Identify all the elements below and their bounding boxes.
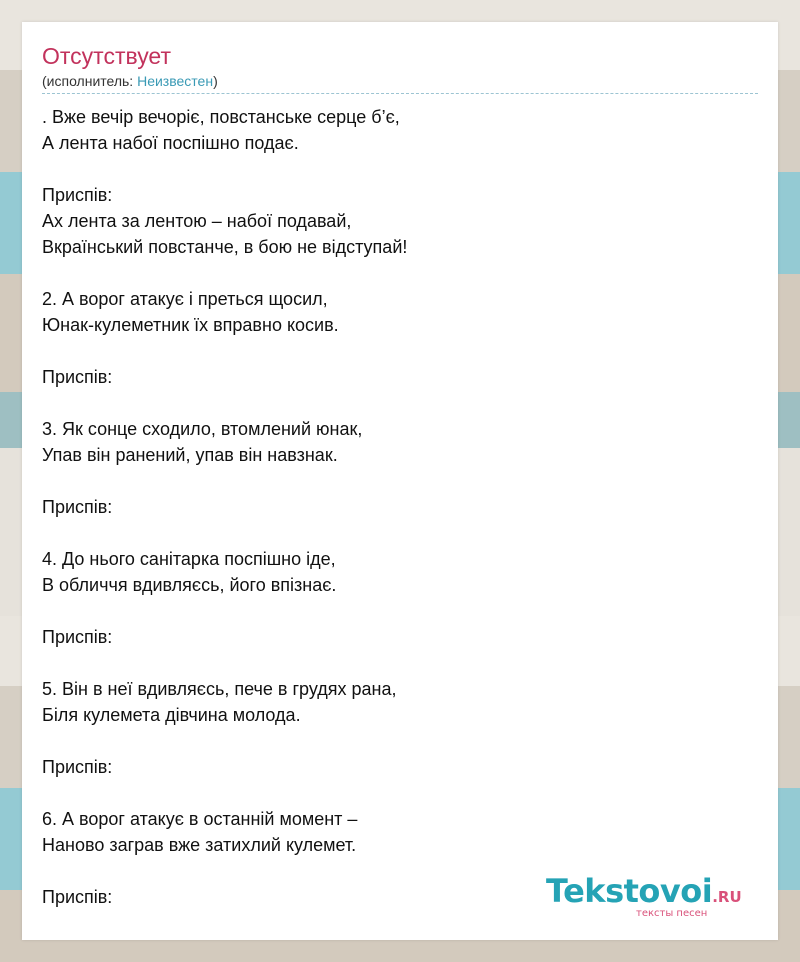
lyric-line: Ах лента за лентою – набої подавай, (42, 211, 352, 231)
lyric-line (42, 520, 758, 546)
song-title: Отсутствует (42, 43, 171, 69)
lyrics-text (42, 104, 758, 910)
lyric-line: Приспів: (42, 627, 113, 647)
site-logo[interactable] (546, 872, 742, 919)
lyric-line: 6. А ворог атакує в останній момент – (42, 809, 358, 829)
lyric-line: В обличчя вдивляєсь, його впізнає. (42, 575, 337, 595)
lyric-line: 3. Як сонце сходило, втомлений юнак, (42, 419, 363, 439)
lyric-line (42, 780, 758, 806)
lyric-line: Юнак-кулеметник їх вправно косив. (42, 315, 339, 335)
artist-prefix: (исполнитель: (42, 73, 138, 89)
lyrics-card (22, 22, 778, 940)
logo-tagline: тексты песен (636, 908, 708, 919)
lyric-line: Приспів: (42, 887, 113, 907)
divider (42, 93, 758, 94)
lyric-line (42, 650, 758, 676)
lyric-line: А лента набої поспішно подає. (42, 133, 299, 153)
logo-name: Tekstovoi (546, 872, 713, 910)
lyric-line (42, 598, 758, 624)
artist-line (42, 73, 218, 89)
lyric-line: Вкраїнський повстанче, в бою не відступай! (42, 237, 408, 257)
lyric-line (42, 156, 758, 182)
lyric-line: . Вже вечір вечоріє, повстанське серце б’є, (42, 107, 400, 127)
lyric-line: Приспів: (42, 185, 113, 205)
lyric-line: Приспів: (42, 497, 113, 517)
lyric-line (42, 338, 758, 364)
lyric-line: 2. А ворог атакує і преться щосил, (42, 289, 328, 309)
lyric-line (42, 260, 758, 286)
lyric-line: Біля кулемета дівчина молода. (42, 705, 301, 725)
lyric-line: 5. Він в неї вдивляєсь, пече в грудях рана, (42, 679, 397, 699)
lyric-line: Упав він ранений, упав він навзнак. (42, 445, 338, 465)
lyric-line (42, 728, 758, 754)
artist-link[interactable]: Неизвестен (137, 73, 214, 89)
lyric-line (42, 468, 758, 494)
logo-tld: .RU (712, 888, 742, 906)
lyric-line: Приспів: (42, 757, 113, 777)
lyric-line: 4. До нього санітарка поспішно іде, (42, 549, 336, 569)
lyric-line (42, 390, 758, 416)
artist-suffix: ) (213, 73, 218, 89)
lyric-line: Наново заграв вже затихлий кулемет. (42, 835, 357, 855)
lyric-line: Приспів: (42, 367, 113, 387)
